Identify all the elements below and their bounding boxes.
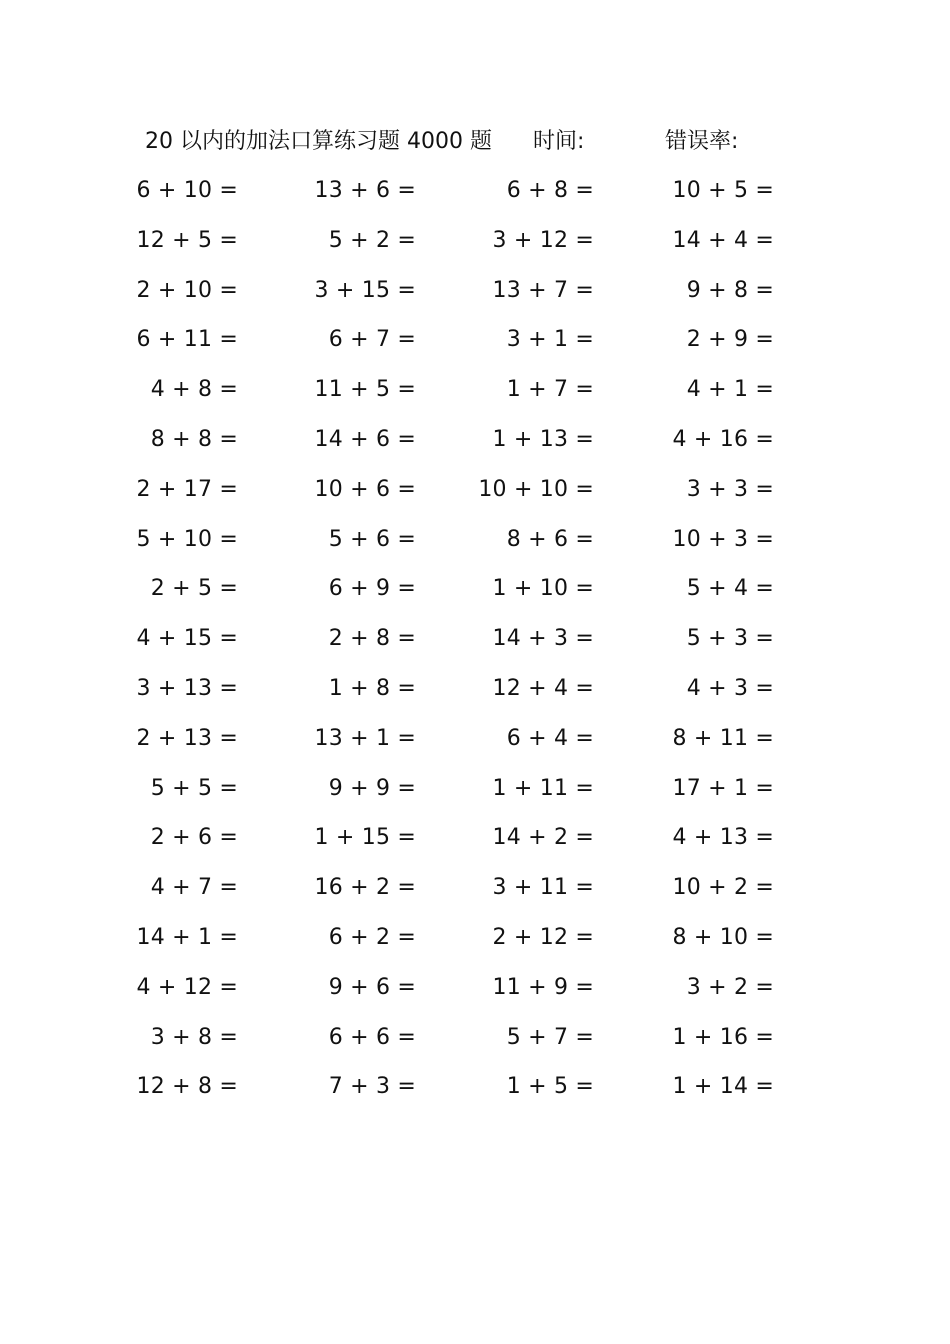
problem-row bbox=[0, 813, 950, 863]
problem-row bbox=[0, 266, 950, 316]
addition-problem: 1 + 7 = bbox=[506, 377, 594, 403]
problem-row bbox=[0, 515, 950, 565]
addition-problem: 1 + 14 = bbox=[672, 1074, 774, 1100]
addition-problem: 1 + 10 = bbox=[492, 576, 594, 602]
problem-row bbox=[0, 415, 950, 465]
addition-problem: 4 + 3 = bbox=[686, 675, 774, 701]
addition-problem: 14 + 3 = bbox=[492, 626, 594, 652]
addition-problem: 6 + 4 = bbox=[506, 725, 594, 751]
problem-row bbox=[0, 664, 950, 714]
addition-problem: 14 + 1 = bbox=[136, 924, 238, 950]
addition-problem: 10 + 2 = bbox=[672, 875, 774, 901]
problem-row bbox=[0, 564, 950, 614]
addition-problem: 9 + 8 = bbox=[686, 277, 774, 303]
addition-problem: 5 + 6 = bbox=[328, 526, 416, 552]
addition-problem: 1 + 5 = bbox=[506, 1074, 594, 1100]
addition-problem: 2 + 13 = bbox=[136, 725, 238, 751]
time-label: 时间: bbox=[533, 129, 585, 154]
addition-problem: 2 + 5 = bbox=[150, 576, 238, 602]
addition-problem: 10 + 10 = bbox=[478, 476, 594, 502]
addition-problem: 7 + 3 = bbox=[328, 1074, 416, 1100]
addition-problem: 12 + 5 = bbox=[136, 227, 238, 253]
addition-problem: 4 + 15 = bbox=[136, 626, 238, 652]
addition-problem: 6 + 7 = bbox=[328, 327, 416, 353]
addition-problem: 6 + 6 = bbox=[328, 1024, 416, 1050]
addition-problem: 1 + 8 = bbox=[328, 675, 416, 701]
addition-problem: 5 + 7 = bbox=[506, 1024, 594, 1050]
addition-problem: 2 + 9 = bbox=[686, 327, 774, 353]
problem-row bbox=[0, 963, 950, 1013]
problem-row bbox=[0, 863, 950, 913]
addition-problem: 8 + 8 = bbox=[150, 426, 238, 452]
addition-problem: 10 + 3 = bbox=[672, 526, 774, 552]
addition-problem: 11 + 5 = bbox=[314, 377, 416, 403]
addition-problem: 3 + 15 = bbox=[314, 277, 416, 303]
addition-problem: 1 + 16 = bbox=[672, 1024, 774, 1050]
addition-problem: 3 + 3 = bbox=[686, 476, 774, 502]
addition-problem: 8 + 11 = bbox=[672, 725, 774, 751]
addition-problem: 4 + 12 = bbox=[136, 974, 238, 1000]
addition-problem: 8 + 10 = bbox=[672, 924, 774, 950]
addition-problem: 9 + 6 = bbox=[328, 974, 416, 1000]
problem-row bbox=[0, 166, 950, 216]
addition-problem: 5 + 5 = bbox=[150, 775, 238, 801]
addition-problem: 5 + 10 = bbox=[136, 526, 238, 552]
addition-problem: 3 + 2 = bbox=[686, 974, 774, 1000]
addition-problem: 6 + 11 = bbox=[136, 327, 238, 353]
addition-problem: 3 + 11 = bbox=[492, 875, 594, 901]
addition-problem: 4 + 8 = bbox=[150, 377, 238, 403]
addition-problem: 3 + 1 = bbox=[506, 327, 594, 353]
addition-problem: 8 + 6 = bbox=[506, 526, 594, 552]
addition-problem: 2 + 17 = bbox=[136, 476, 238, 502]
addition-problem: 6 + 10 = bbox=[136, 178, 238, 203]
addition-problem: 9 + 9 = bbox=[328, 775, 416, 801]
addition-problem: 2 + 6 = bbox=[150, 825, 238, 851]
addition-problem: 2 + 10 = bbox=[136, 277, 238, 303]
addition-problem: 3 + 12 = bbox=[492, 227, 594, 253]
addition-problem: 3 + 8 = bbox=[150, 1024, 238, 1050]
addition-problem: 16 + 2 = bbox=[314, 875, 416, 901]
problem-row bbox=[0, 315, 950, 365]
addition-problem: 2 + 12 = bbox=[492, 924, 594, 950]
addition-problem: 3 + 13 = bbox=[136, 675, 238, 701]
addition-problem: 6 + 2 = bbox=[328, 924, 416, 950]
worksheet-title: 20 以内的加法口算练习题 4000 题 bbox=[145, 129, 492, 154]
addition-problem: 4 + 13 = bbox=[672, 825, 774, 851]
addition-problem: 13 + 6 = bbox=[314, 178, 416, 203]
addition-problem: 6 + 9 = bbox=[328, 576, 416, 602]
addition-problem: 1 + 15 = bbox=[314, 825, 416, 851]
addition-problem: 5 + 4 = bbox=[686, 576, 774, 602]
problem-row bbox=[0, 913, 950, 963]
addition-problem: 5 + 2 = bbox=[328, 227, 416, 253]
problem-row bbox=[0, 714, 950, 764]
addition-problem: 6 + 8 = bbox=[506, 178, 594, 203]
addition-problem: 2 + 8 = bbox=[328, 626, 416, 652]
addition-problem: 12 + 4 = bbox=[492, 675, 594, 701]
problem-row bbox=[0, 365, 950, 415]
error-rate-label: 错误率: bbox=[665, 129, 739, 154]
addition-problem: 10 + 6 = bbox=[314, 476, 416, 502]
problem-row bbox=[0, 1013, 950, 1063]
addition-problem: 14 + 6 = bbox=[314, 426, 416, 452]
addition-problem: 17 + 1 = bbox=[672, 775, 774, 801]
addition-problem: 13 + 1 = bbox=[314, 725, 416, 751]
addition-problem: 5 + 3 = bbox=[686, 626, 774, 652]
addition-problem: 12 + 8 = bbox=[136, 1074, 238, 1100]
addition-problem: 13 + 7 = bbox=[492, 277, 594, 303]
addition-problem: 11 + 9 = bbox=[492, 974, 594, 1000]
addition-problem: 14 + 4 = bbox=[672, 227, 774, 253]
problem-row bbox=[0, 764, 950, 814]
problem-row bbox=[0, 614, 950, 664]
addition-problem: 1 + 11 = bbox=[492, 775, 594, 801]
addition-problem: 4 + 7 = bbox=[150, 875, 238, 901]
addition-problem: 4 + 1 = bbox=[686, 377, 774, 403]
addition-problem: 14 + 2 = bbox=[492, 825, 594, 851]
addition-problem: 4 + 16 = bbox=[672, 426, 774, 452]
addition-problem: 10 + 5 = bbox=[672, 178, 774, 203]
addition-problem: 1 + 13 = bbox=[492, 426, 594, 452]
problem-row bbox=[0, 465, 950, 515]
problem-row bbox=[0, 216, 950, 266]
problem-grid bbox=[0, 166, 950, 1112]
problem-row bbox=[0, 1062, 950, 1112]
worksheet-header bbox=[0, 124, 950, 160]
